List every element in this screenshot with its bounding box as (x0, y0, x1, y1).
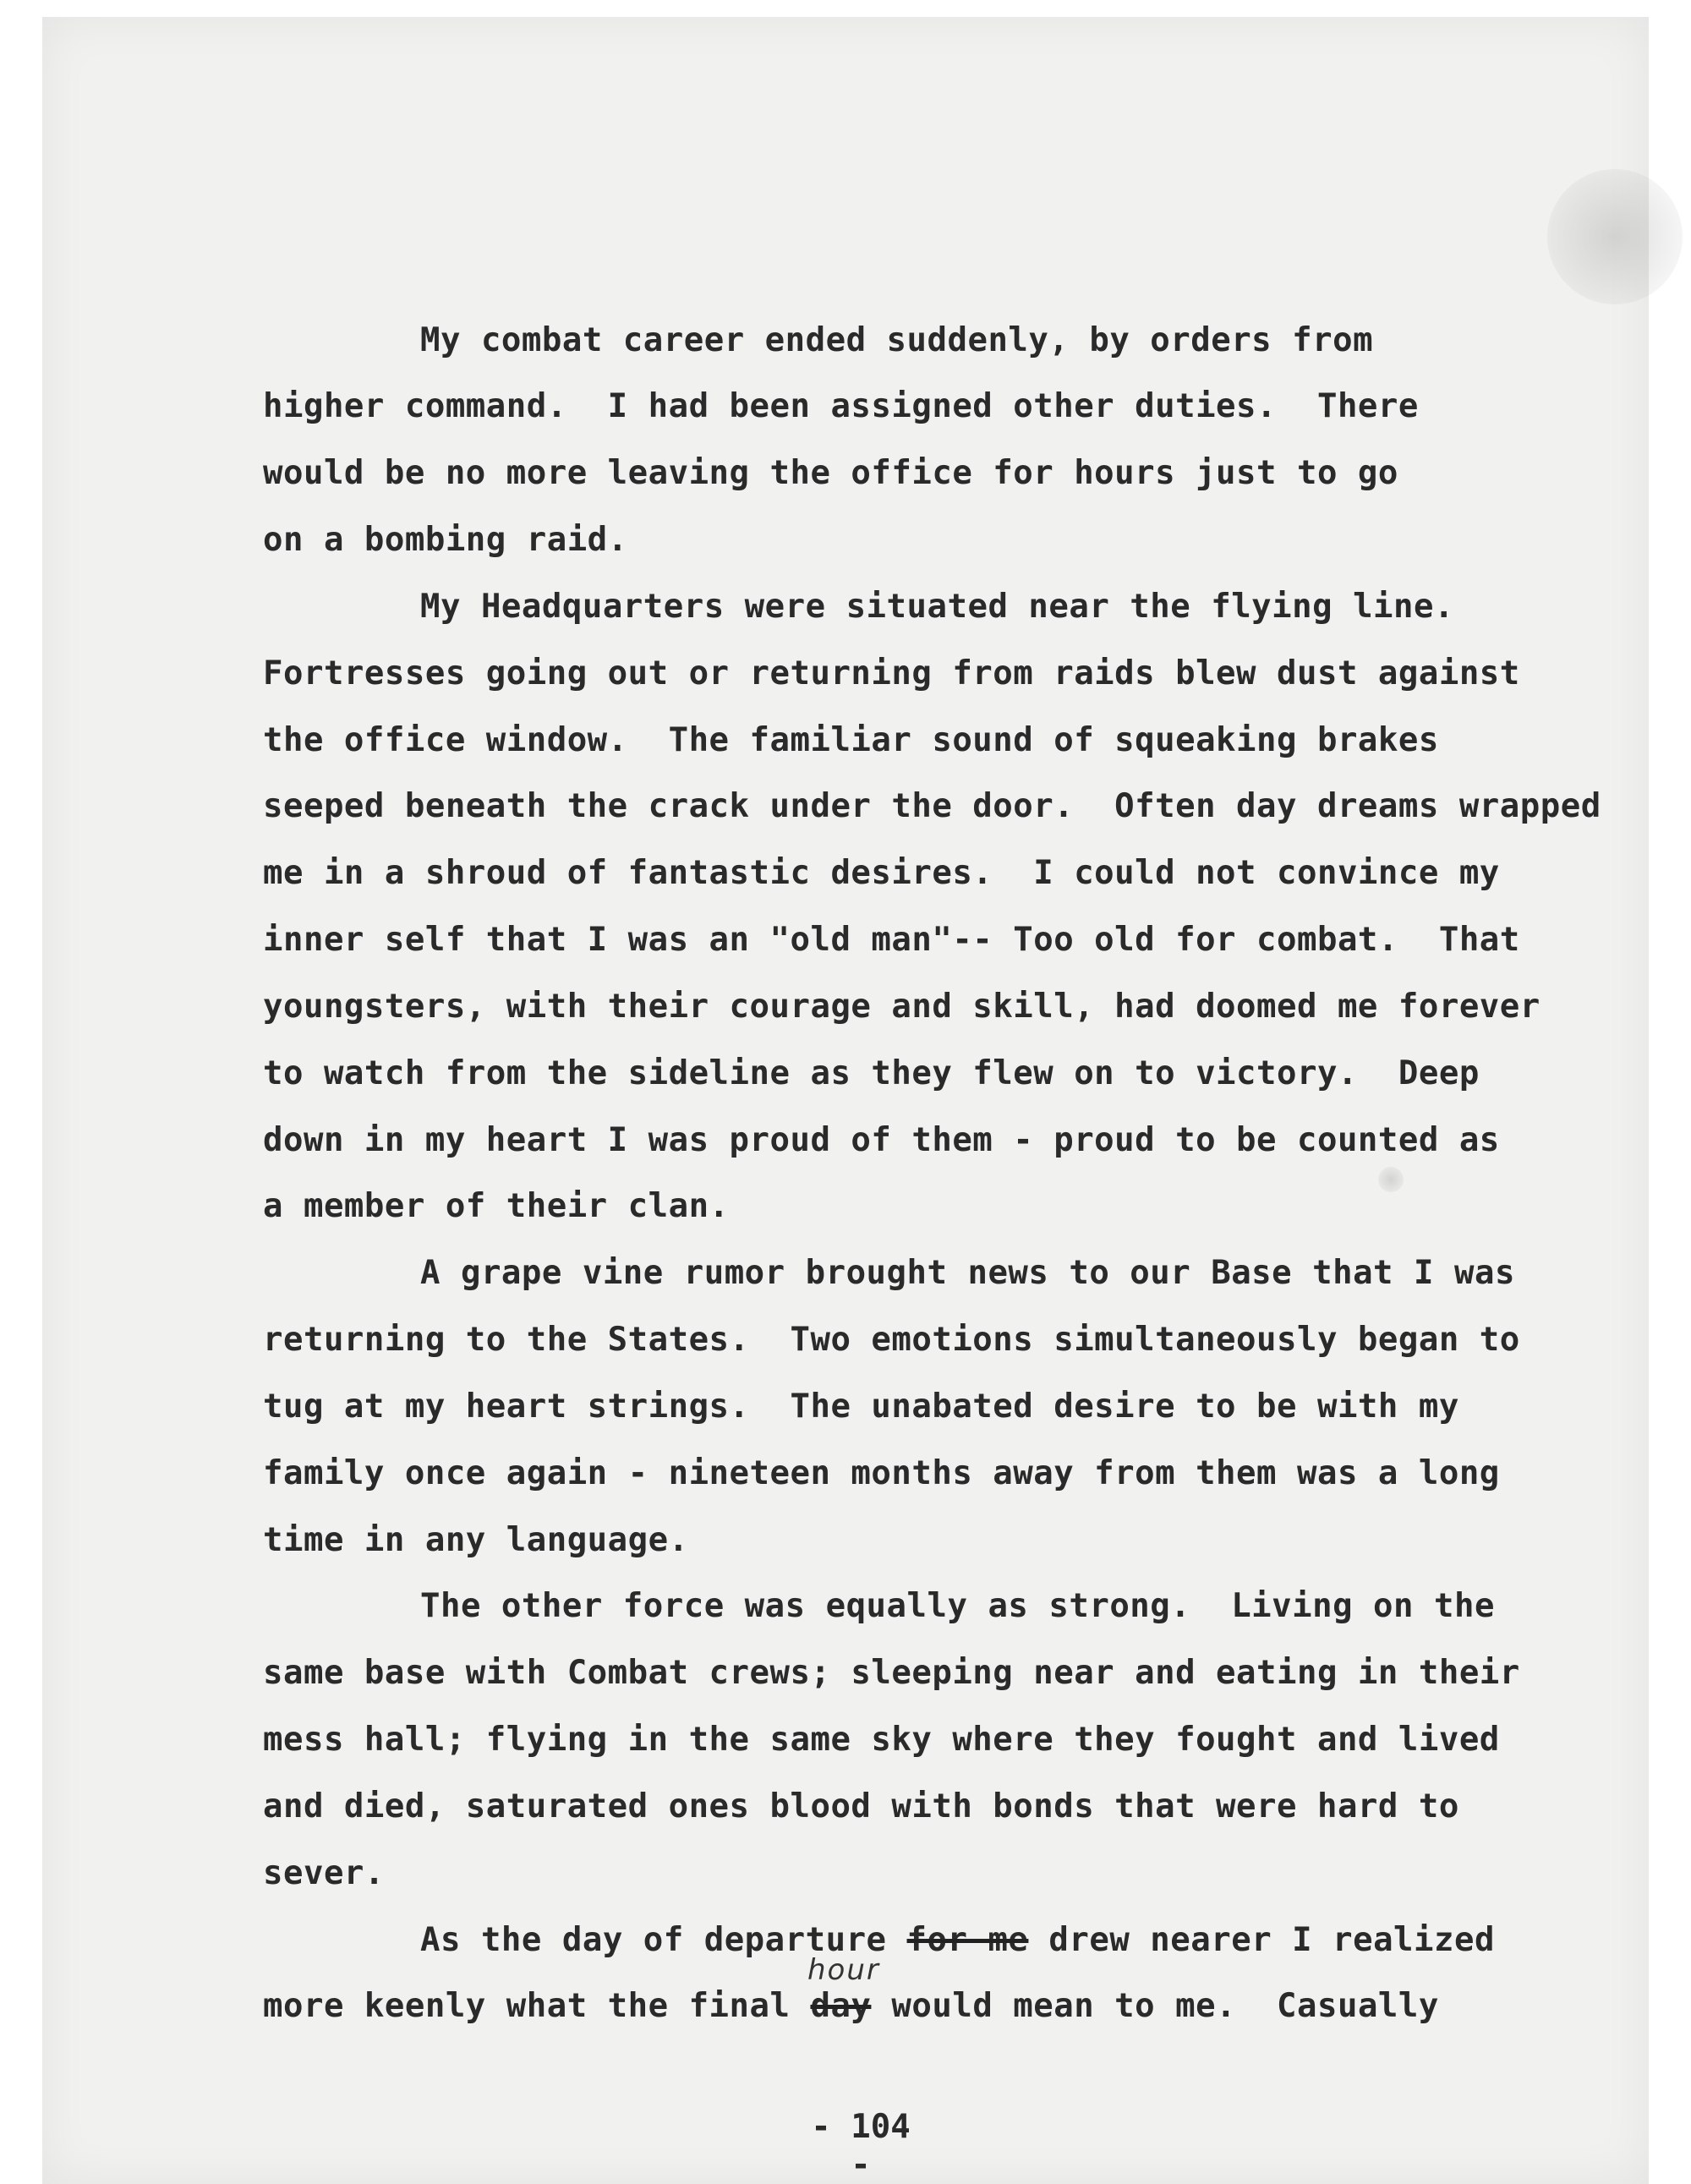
text-line: down in my heart I was proud of them - proud to be counted as (263, 1121, 1500, 1159)
struck-text: day (810, 1987, 872, 2025)
text-segment: As the day of departure (420, 1921, 907, 1959)
smudge-mark (1547, 169, 1683, 304)
struck-text: for me (906, 1921, 1029, 1959)
text-line: the office window. The familiar sound of squeaking brakes (263, 721, 1439, 759)
text-segment: would mean to me. Casually (871, 1987, 1439, 2025)
text-line: My Headquarters were situated near the flying line. (420, 588, 1454, 626)
text-line: higher command. I had been assigned other duties. There (263, 387, 1419, 425)
text-line: me in a shroud of fantastic desires. I could not convince my (263, 854, 1500, 892)
page-number: - 104 - (811, 2108, 911, 2184)
text-line: My combat career ended suddenly, by orders from (420, 321, 1374, 359)
text-line: seeped beneath the crack under the door. Often day dreams wrapped (263, 787, 1601, 825)
text-line: mess hall; flying in the same sky where they fought and lived (263, 1721, 1500, 1759)
text-line: The other force was equally as strong. Living on the (420, 1587, 1495, 1625)
text-line: Fortresses going out or returning from raids blew dust against (263, 654, 1520, 692)
text-line: inner self that I was an "old man"-- Too old for combat. That (263, 921, 1520, 959)
text-line: would be no more leaving the office for hours just to go (263, 454, 1398, 492)
text-line: returning to the States. Two emotions simultaneously began to (263, 1321, 1520, 1359)
smudge-mark (1378, 1167, 1404, 1192)
text-line: family once again - nineteen months away from them was a long (263, 1454, 1500, 1492)
text-line-with-strikeout (263, 1985, 1439, 2028)
text-line-with-strikeout (420, 1919, 1495, 1962)
text-line: and died, saturated ones blood with bonds that were hard to (263, 1787, 1459, 1825)
text-line: a member of their clan. (263, 1187, 730, 1225)
text-segment: drew nearer I realized (1028, 1921, 1495, 1959)
text-segment: more keenly what the final (263, 1987, 811, 2025)
text-line: tug at my heart strings. The unabated desire to be with my (263, 1388, 1459, 1426)
text-line: on a bombing raid. (263, 521, 628, 559)
text-line: to watch from the sideline as they flew on to victory. Deep (263, 1054, 1480, 1092)
handwritten-insertion: hour (807, 1953, 880, 1987)
text-line: time in any language. (263, 1521, 689, 1559)
text-line: youngsters, with their courage and skill, had doomed me forever (263, 988, 1541, 1026)
text-line: same base with Combat crews; sleeping near and eating in their (263, 1654, 1520, 1692)
text-line: sever. (263, 1854, 385, 1892)
text-line: A grape vine rumor brought news to our Base that I was (420, 1254, 1515, 1292)
